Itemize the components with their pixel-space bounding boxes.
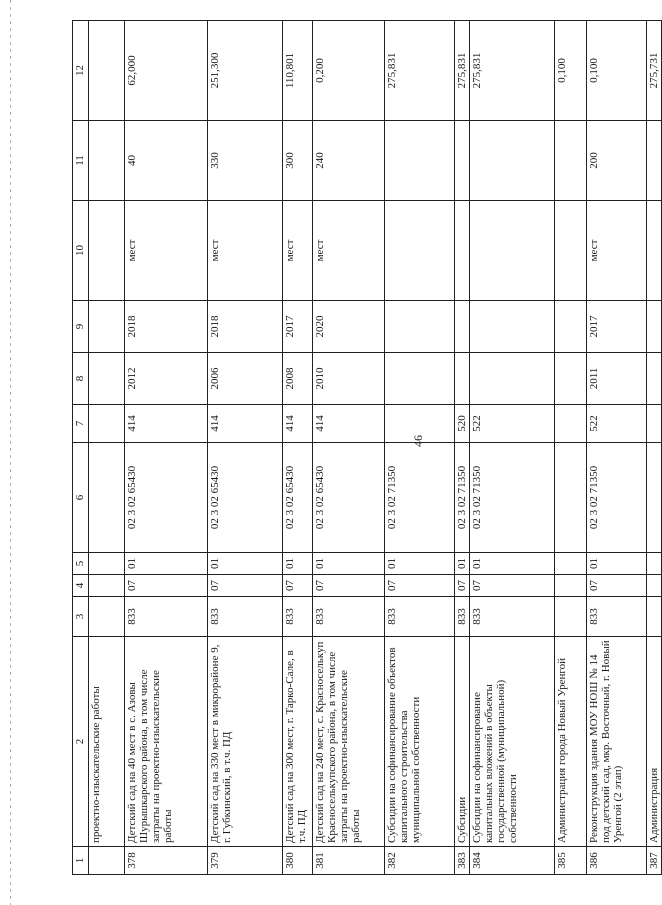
cell-start-year: 2010	[313, 353, 385, 405]
cell-ministry: 833	[470, 597, 555, 637]
cell-end-year	[647, 301, 662, 353]
cell-amount: 275,831	[385, 21, 455, 121]
table-row	[89, 21, 125, 875]
cell-start-year	[470, 353, 555, 405]
cell-section: 07	[313, 575, 385, 597]
cell-target-article	[89, 443, 125, 553]
column-header: 8	[73, 353, 89, 405]
cell-ministry: 833	[313, 597, 385, 637]
table-row	[647, 21, 662, 875]
column-header: 7	[73, 405, 89, 443]
cell-amount: 251,300	[208, 21, 283, 121]
cell-unit	[89, 201, 125, 301]
cell-target-article: 02 3 02 65430	[283, 443, 313, 553]
cell-subsection: 01	[125, 553, 208, 575]
binding-edge	[10, 0, 11, 905]
row-number: 378	[125, 847, 208, 875]
table-row	[208, 21, 283, 875]
column-header: 1	[73, 847, 89, 875]
table-row	[555, 21, 587, 875]
header-row	[73, 21, 89, 875]
item-name: Субсидии	[455, 637, 470, 847]
cell-expense-type	[647, 405, 662, 443]
cell-capacity	[89, 121, 125, 201]
row-number: 380	[283, 847, 313, 875]
cell-subsection: 01	[587, 553, 647, 575]
cell-subsection: 01	[283, 553, 313, 575]
cell-start-year	[555, 353, 587, 405]
cell-expense-type	[555, 405, 587, 443]
table-row	[470, 21, 555, 875]
cell-ministry: 833	[385, 597, 455, 637]
row-number	[89, 847, 125, 875]
cell-start-year	[385, 353, 455, 405]
cell-capacity	[470, 121, 555, 201]
cell-amount: 0,100	[555, 21, 587, 121]
cell-ministry	[89, 597, 125, 637]
table-row	[587, 21, 647, 875]
cell-start-year: 2012	[125, 353, 208, 405]
cell-subsection	[647, 553, 662, 575]
page-number: 46	[411, 435, 425, 447]
cell-target-article	[647, 443, 662, 553]
row-number: 385	[555, 847, 587, 875]
cell-capacity: 200	[587, 121, 647, 201]
cell-unit: мест	[313, 201, 385, 301]
cell-expense-type: 414	[283, 405, 313, 443]
item-name: Детский сад на 300 мест, г. Тарко-Сале, в т.ч. ПД	[283, 637, 313, 847]
cell-capacity: 40	[125, 121, 208, 201]
item-name: Детский сад на 40 мест в с. Азовы Шурышкарского района, в том числе затраты на проектно-изыскательские работы	[125, 637, 208, 847]
cell-ministry: 833	[283, 597, 313, 637]
cell-start-year	[89, 353, 125, 405]
cell-section: 07	[587, 575, 647, 597]
cell-expense-type: 414	[208, 405, 283, 443]
cell-ministry: 833	[455, 597, 470, 637]
cell-subsection: 01	[455, 553, 470, 575]
cell-expense-type	[385, 405, 455, 443]
table-row	[385, 21, 455, 875]
cell-ministry: 833	[125, 597, 208, 637]
column-header: 6	[73, 443, 89, 553]
rotated-page	[72, 21, 660, 875]
cell-unit: мест	[208, 201, 283, 301]
column-header: 4	[73, 575, 89, 597]
cell-section	[89, 575, 125, 597]
cell-start-year: 2011	[587, 353, 647, 405]
cell-section: 07	[470, 575, 555, 597]
row-number: 383	[455, 847, 470, 875]
item-name: Детский сад на 330 мест в микрорайоне 9, г. Губкинский, в т.ч. ПД	[208, 637, 283, 847]
cell-start-year: 2006	[208, 353, 283, 405]
cell-amount: 275,831	[455, 21, 470, 121]
cell-capacity	[555, 121, 587, 201]
cell-unit: мест	[125, 201, 208, 301]
cell-subsection: 01	[470, 553, 555, 575]
cell-ministry: 833	[208, 597, 283, 637]
cell-expense-type: 414	[125, 405, 208, 443]
cell-unit	[385, 201, 455, 301]
column-header: 9	[73, 301, 89, 353]
cell-expense-type: 522	[587, 405, 647, 443]
cell-subsection	[89, 553, 125, 575]
cell-start-year: 2008	[283, 353, 313, 405]
cell-target-article: 02 3 02 71350	[587, 443, 647, 553]
cell-amount	[89, 21, 125, 121]
cell-section: 07	[455, 575, 470, 597]
item-name: Реконструкция здания МОУ НОШ № 14 под детский сад, мкр. Восточный, г. Новый Уренгой (2 этап)	[587, 637, 647, 847]
cell-target-article: 02 3 02 71350	[455, 443, 470, 553]
table-row	[313, 21, 385, 875]
cell-target-article: 02 3 02 65430	[125, 443, 208, 553]
cell-expense-type: 520	[455, 405, 470, 443]
row-number: 381	[313, 847, 385, 875]
cell-amount: 275,831	[470, 21, 555, 121]
cell-expense-type	[89, 405, 125, 443]
item-name: Администрация	[647, 637, 662, 847]
item-name: проектно-изыскательские работы	[89, 637, 125, 847]
cell-end-year: 2018	[125, 301, 208, 353]
cell-subsection: 01	[208, 553, 283, 575]
cell-end-year: 2018	[208, 301, 283, 353]
cell-target-article: 02 3 02 65430	[208, 443, 283, 553]
row-number: 379	[208, 847, 283, 875]
table-row	[283, 21, 313, 875]
cell-amount: 62,000	[125, 21, 208, 121]
cell-unit	[470, 201, 555, 301]
cell-unit	[555, 201, 587, 301]
cell-end-year: 2017	[283, 301, 313, 353]
item-name: Субсидии на софинансирование капитальных вложений в объекты государственной (муниципальной) собственности	[470, 637, 555, 847]
cell-end-year	[455, 301, 470, 353]
cell-amount: 0,100	[587, 21, 647, 121]
table-row	[125, 21, 208, 875]
column-header: 3	[73, 597, 89, 637]
item-name: Администрация города Новый Уренгой	[555, 637, 587, 847]
cell-capacity	[455, 121, 470, 201]
cell-unit	[647, 201, 662, 301]
cell-amount: 110,801	[283, 21, 313, 121]
cell-amount: 275,731	[647, 21, 662, 121]
cell-target-article: 02 3 02 65430	[313, 443, 385, 553]
cell-capacity	[647, 121, 662, 201]
budget-table	[72, 20, 662, 875]
cell-section: 07	[208, 575, 283, 597]
row-number: 382	[385, 847, 455, 875]
cell-subsection	[555, 553, 587, 575]
cell-unit: мест	[587, 201, 647, 301]
cell-capacity: 330	[208, 121, 283, 201]
cell-section	[555, 575, 587, 597]
cell-ministry	[555, 597, 587, 637]
cell-unit: мест	[283, 201, 313, 301]
column-header: 10	[73, 201, 89, 301]
cell-end-year: 2017	[587, 301, 647, 353]
cell-end-year: 2020	[313, 301, 385, 353]
cell-target-article: 02 3 02 71350	[385, 443, 455, 553]
cell-end-year	[555, 301, 587, 353]
cell-end-year	[470, 301, 555, 353]
row-number: 384	[470, 847, 555, 875]
cell-ministry: 833	[587, 597, 647, 637]
item-name: Детский сад на 240 мест, с. Красноселькуп Красноселькупского района, в том числе затраты на проектно-изыскательские работы	[313, 637, 385, 847]
table-row	[455, 21, 470, 875]
column-header: 11	[73, 121, 89, 201]
cell-unit	[455, 201, 470, 301]
cell-start-year	[647, 353, 662, 405]
cell-capacity: 240	[313, 121, 385, 201]
cell-end-year	[385, 301, 455, 353]
row-number: 386	[587, 847, 647, 875]
cell-ministry	[647, 597, 662, 637]
cell-section	[647, 575, 662, 597]
cell-expense-type: 414	[313, 405, 385, 443]
cell-section: 07	[125, 575, 208, 597]
column-header: 2	[73, 637, 89, 847]
cell-amount: 0,200	[313, 21, 385, 121]
cell-start-year	[455, 353, 470, 405]
cell-section: 07	[385, 575, 455, 597]
column-header: 12	[73, 21, 89, 121]
cell-target-article: 02 3 02 71350	[470, 443, 555, 553]
row-number: 387	[647, 847, 662, 875]
column-header: 5	[73, 553, 89, 575]
item-name: Субсидии на софинансирование объектов капитального строительства муниципальной собственности	[385, 637, 455, 847]
cell-end-year	[89, 301, 125, 353]
cell-expense-type: 522	[470, 405, 555, 443]
cell-capacity: 300	[283, 121, 313, 201]
cell-subsection: 01	[313, 553, 385, 575]
cell-section: 07	[283, 575, 313, 597]
cell-target-article	[555, 443, 587, 553]
cell-capacity	[385, 121, 455, 201]
cell-subsection: 01	[385, 553, 455, 575]
